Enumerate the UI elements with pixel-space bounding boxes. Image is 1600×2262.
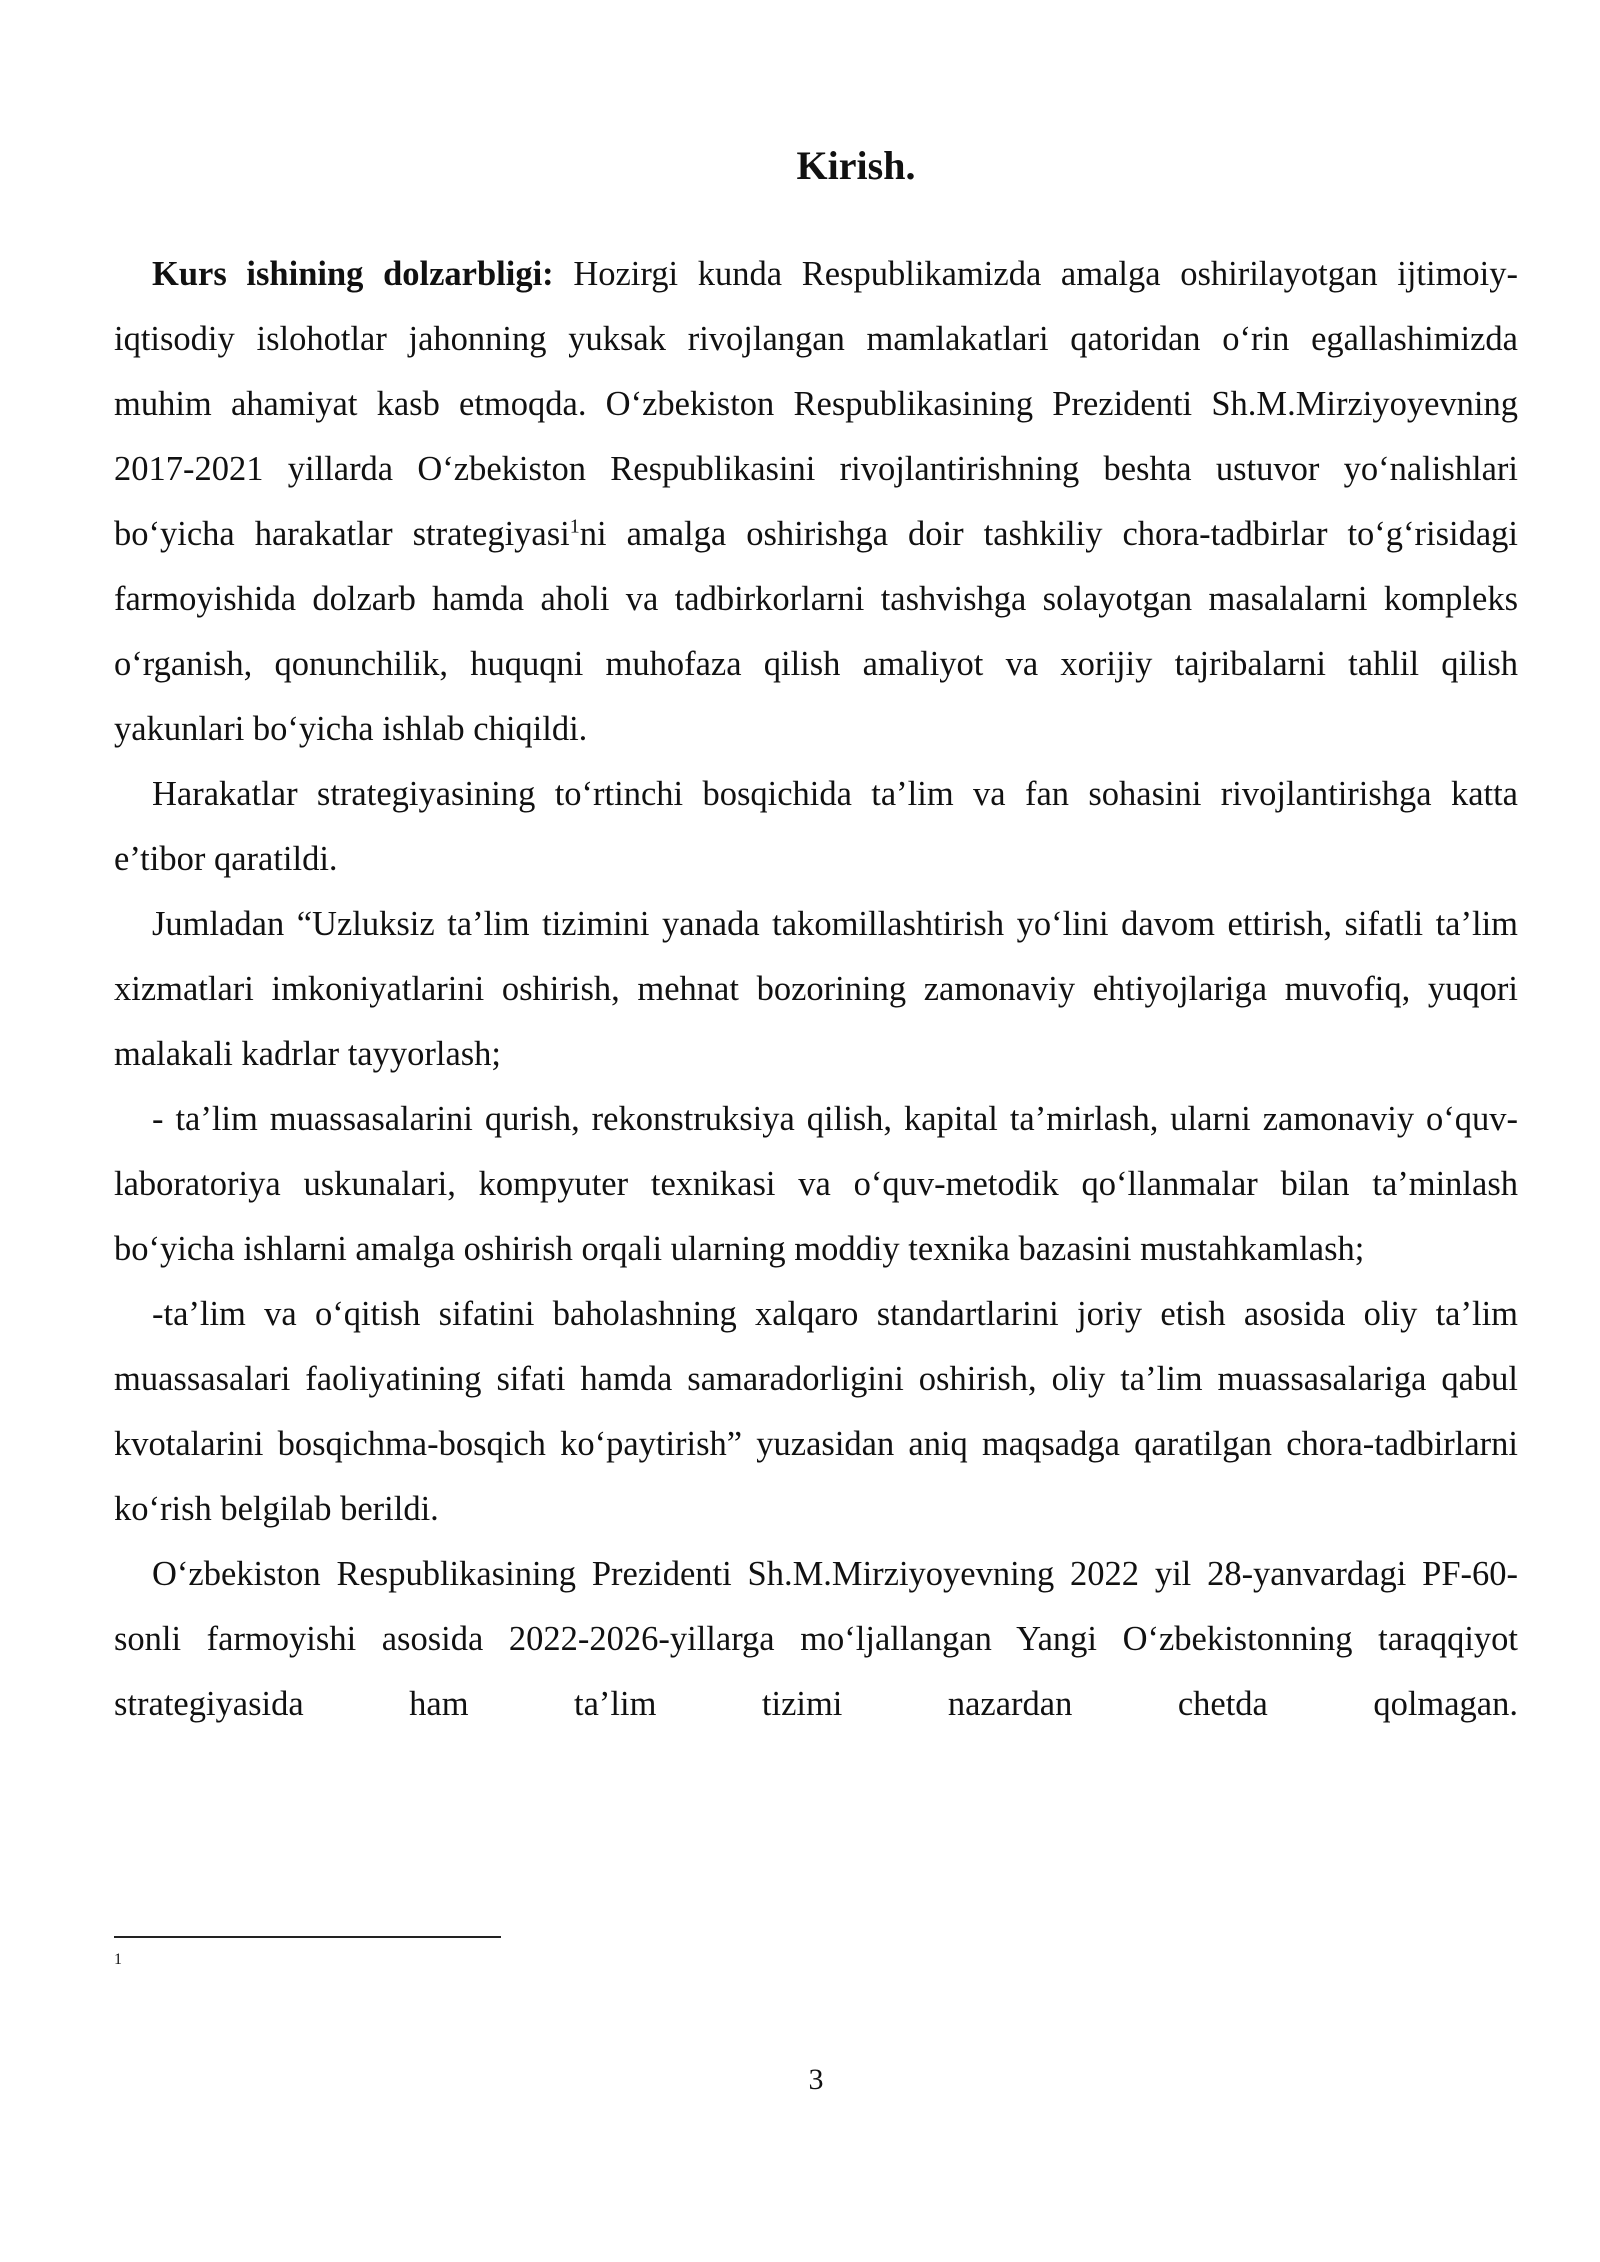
paragraph-quote-start: Jumladan “Uzluksiz ta’lim tizimini yanada takomillashtirish yo‘lini davom ettirish, sifatli ta’lim xizmatlari imkoniyatlarini oshirish, mehnat bozorining zamonaviy ehtiyojlariga muvofiq, yuqori malakali kadrlar tayyorlash; — [114, 905, 1518, 1073]
body-text — [114, 242, 1518, 1737]
footnote — [114, 1950, 122, 1970]
paragraph-list-item: - ta’lim muassasalarini qurish, rekonstruksiya qilish, kapital ta’mirlash, ularni zamonaviy o‘quv-laboratoriya uskunalari, kompyuter texnikasi va o‘quv-metodik qo‘llanmalar bilan ta’minlash bo‘yicha ishlarni amalga oshirish orqali ularning moddiy texnika bazasini mustahkamlash; — [114, 1100, 1518, 1268]
footnote-separator — [114, 1936, 501, 1938]
paragraph-relevance — [114, 242, 1518, 762]
paragraph-text: ni amalga oshirishga doir tashkiliy chora-tadbirlar to‘g‘risidagi farmoyishida dolzarb hamda aholi va tadbirkorlarni tashvishga solayotgan masalalarni kompleks o‘rganish, qonunchilik, huquqni muhofaza qilish amaliyot va xorijiy tajribalarni tahlil qilish yakunlari bo‘yicha ishlab chiqildi. — [114, 515, 1518, 748]
footnote-number: 1 — [114, 1951, 122, 1968]
paragraph-strategy: Harakatlar strategiyasining to‘rtinchi bosqichida ta’lim va fan sohasini rivojlantirishga katta e’tibor qaratildi. — [114, 775, 1518, 878]
lead-heading: Kurs ishining dolzarbligi: — [152, 255, 554, 293]
paragraph-text: Hozirgi kunda Respublikamizda amalga oshirilayotgan ijtimoiy-iqtisodiy islohotlar jahonning yuksak rivojlangan mamlakatlari qatoridan o‘rin egallashimizda muhim ahamiyat kasb etmoqda. O‘zbekiston Respublikasining Prezidenti Sh.M.Mirziyoyevning 2017-2021 yillarda O‘zbekiston Respublikasini rivojlantirishning beshta ustuvor yo‘nalishlari bo‘yicha harakatlar strategiyasi — [114, 255, 1518, 553]
paragraph-list-item: -ta’lim va o‘qitish sifatini baholashning xalqaro standartlarini joriy etish asosida oliy ta’lim muassasalari faoliyatining sifati hamda samaradorligini oshirish, oliy ta’lim muassasalariga qabul kvotalarini bosqichma-bosqich ko‘paytirish” yuzasidan aniq maqsadga qaratilgan chora-tadbirlarni ko‘rish belgilab berildi. — [114, 1295, 1518, 1528]
footnote-reference[interactable]: 1 — [569, 515, 580, 538]
page-number: 3 — [808, 2063, 824, 2096]
page-title: Kirish. — [796, 143, 916, 188]
paragraph-decree: O‘zbekiston Respublikasining Prezidenti Sh.M.Mirziyoyevning 2022 yil 28-yanvardagi PF-60-sonli farmoyishi asosida 2022-2026-yillarga mo‘ljallangan Yangi O‘zbekistonning taraqqiyot strategiyasida ham ta’lim tizimi nazardan chetda qolmagan. — [114, 1555, 1518, 1723]
